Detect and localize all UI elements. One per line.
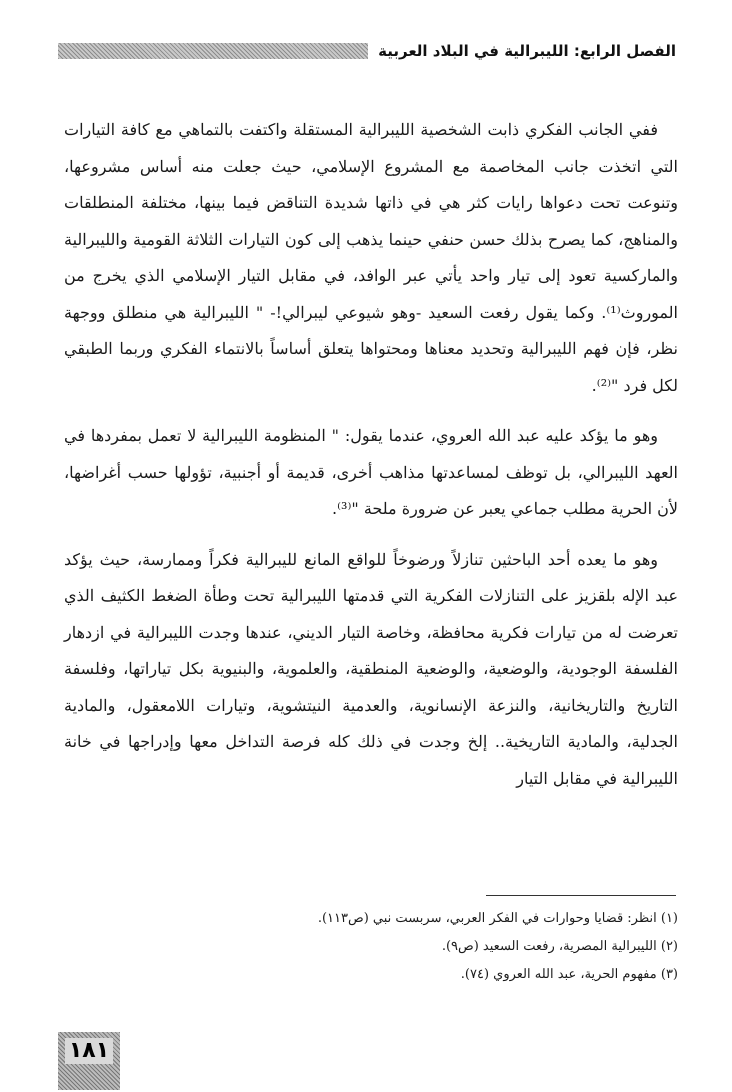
footnote-divider	[486, 895, 676, 896]
chapter-title: الفصل الرابع: الليبرالية في البلاد العربية	[378, 42, 676, 60]
footnotes	[64, 905, 678, 989]
paragraph-2: وهو ما يؤكد عليه عبد الله العروي، عندما يقول: " المنظومة الليبرالية لا تعمل بمفردها في العهد الليبرالي، بل توظف لمساعدتها مذاهب أخرى، قديمة أو أجنبية، تؤولها حسب أغراضها، لأن الحرية مطلب جماعي يعبر عن ضرورة ملحة "⁽³⁾.	[64, 426, 678, 518]
page-number-box	[58, 1032, 120, 1090]
paragraph-1: ففي الجانب الفكري ذابت الشخصية الليبرالية المستقلة واكتفت بالتماهي مع كافة التيارات التي اتخذت جانب المخاصمة مع المشروع الإسلامي، حيث جعلت منه أساس مشروعها، وتنوعت تحت دعواها رايات كثر هي في ذاتها شديدة التناقض فيما بينها، مختلفة المنطلقات والمناهج، كما يصرح بذلك حسن حنفي حينما يذهب إلى كون التيارات الثلاثة القومية والليبرالية والماركسية تعود إلى تيار واحد يأتي عبر الوافد، في مقابل التيار الإسلامي الذي يخرج من الموروث⁽¹⁾. وكما يقول رفعت السعيد -وهو شيوعي ليبرالي!- " الليبرالية هي منطلق ووجهة نظر، فإن فهم الليبرالية وتحديد معناها ومحتواها يتعلق أساساً بالانتماء الفكري وربما الطبقي لكل فرد "⁽²⁾.	[64, 120, 679, 395]
main-text	[64, 112, 678, 811]
header-decorative-bar	[58, 43, 368, 59]
paragraph-3: وهو ما يعده أحد الباحثين تنازلاً ورضوخاً للواقع المانع لليبرالية فكراً وممارسة، حيث يؤكد عبد الإله بلقزيز على التنازلات الفكرية التي قدمتها الليبرالية تحت وطأة الضغط الكثيف الذي تعرضت له من تيارات فكرية محافظة، وخاصة التيار الديني، عندها وجدت الليبرالية في ازدهار الفلسفة الوجودية، والوضعية، والوضعية المنطقية، والعلموية، والبنيوية بكل تياراتها، وفلسفة التاريخ والتاريخانية، والنزعة الإنسانوية، والعدمية النيتشوية، وتيارات اللامعقول، والمادية الجدلية، والمادية التاريخية.. إلخ وجدت في ذلك كله فرصة التداخل معها وإدراجها في خانة الليبرالية في مقابل التيار	[64, 549, 678, 788]
page-number: ١٨١	[65, 1038, 113, 1064]
footnote-2: (٢) الليبرالية المصرية، رفعت السعيد (ص٩).	[441, 939, 678, 954]
footnote-1: (١) انظر: قضايا وحوارات في الفكر العربي، سربست نبي (ص١١٣).	[317, 911, 678, 926]
running-header	[58, 40, 676, 62]
footnote-3: (٣) مفهوم الحرية، عبد الله العروي (٧٤).	[460, 967, 678, 982]
